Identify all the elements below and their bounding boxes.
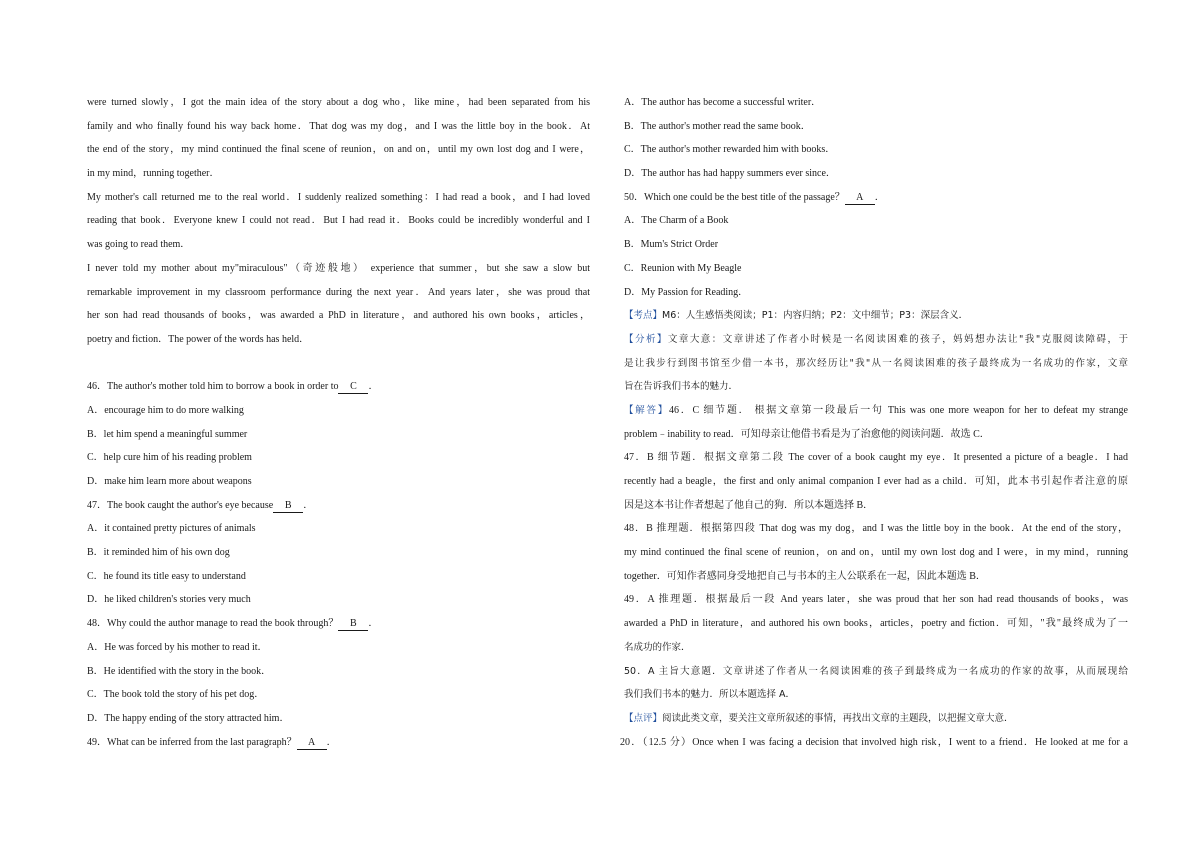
passage-line: the end of the story，my mind continued the final scene of reunion，on and on，until my own lost dog and I were，: [87, 144, 590, 156]
option: C．Reunion with My Beagle: [624, 262, 742, 274]
right-column: [620, 91, 1128, 754]
answer-blank: A: [297, 737, 327, 750]
passage-line: was going to read them．: [87, 239, 191, 251]
jieda-line: my mind continued the final scene of reunion，on and on，until my own lost dog and I were，in my mind，running: [624, 547, 1128, 559]
jieda-line: 50．A 主旨大意题．文章讲述了作者从一名阅读困难的孩子到最终成为一名成功的作家的故事，从而展现给: [624, 665, 1128, 677]
question-49-stem: 49．What can be inferred from the last paragraph？ A ．: [87, 736, 337, 748]
fenxi-tag: 【分析】: [624, 333, 668, 345]
answer-blank: B: [338, 618, 368, 631]
fenxi-line: 旨在告诉我们书本的魅力．: [624, 381, 739, 393]
option: A．He was forced by his mother to read it．: [87, 641, 268, 653]
option: A．The author has become a successful writer．: [624, 97, 822, 108]
jieda-line: together．可知作者感同身受地把自己与书本的主人公联系在一起，因此本题选 B．: [624, 570, 986, 582]
jieda-line: 47．B 细节题．根据文章第二段 The cover of a book caught my eye．It presented a picture of a beagle．I had: [624, 452, 1128, 464]
option: D．The author has had happy summers ever since．: [624, 168, 836, 180]
left-column: [87, 91, 590, 754]
answer-blank: B: [273, 500, 303, 513]
option: B．The author's mother read the same book．: [624, 120, 811, 132]
passage-line: in my mind，running together．: [87, 168, 220, 180]
kaodian-tag: 【考点】: [624, 310, 663, 322]
passage-line: My mother's call returned me to the real world．I suddenly realized something：I had read a book，and I had loved: [87, 191, 590, 203]
jieda-line: 因是这本书让作者想起了他自己的狗．所以本题选择 B．: [624, 499, 874, 511]
option: D．make him learn more about weapons: [87, 476, 252, 487]
option: D．he liked children's stories very much: [87, 594, 251, 606]
option: C．The author's mother rewarded him with books．: [624, 144, 836, 156]
kaodian-line: 【考点】M6：人生感悟类阅读；P1：内容归纳；P2：文中细节；P3：深层含义．: [624, 310, 969, 322]
answer-blank: A: [845, 192, 875, 205]
option: B．it reminded him of his own dog: [87, 547, 230, 559]
passage-line: were turned slowly，I got the main idea of the story about a dog who，like mine，had been separated from his: [87, 97, 590, 108]
question-48-stem: 48．Why could the author manage to read the book through？ B ．: [87, 618, 379, 630]
option: A．The Charm of a Book: [624, 215, 729, 227]
jieda-line: awarded a PhD in literature，and authored his own books，articles，poetry and fiction．可知，"我"最终成为了一: [624, 618, 1128, 630]
option: C．he found its title easy to understand: [87, 570, 246, 582]
dianping-tag: 【点评】: [624, 712, 663, 724]
jieda-line: 48．B 推理题．根据第四段 That dog was my dog，and I was the little boy in the book．At the end of the story，: [624, 523, 1128, 535]
question-46-stem: 46．The author's mother told him to borrow a book in order to C ．: [87, 381, 379, 393]
option: D．My Passion for Reading．: [624, 286, 749, 298]
jieda-line: 我们我们书本的魅力．所以本题选择 A．: [624, 689, 796, 701]
question-50-stem: 50．Which one could be the best title of the passage？ A ．: [624, 191, 885, 203]
jieda-line: 名成功的作家．: [624, 641, 691, 653]
passage-line: remarkable improvement in my classroom performance during the next year．And years later，she was proud that: [87, 286, 590, 298]
jieda-line: problem﹣inability to read．可知母亲让他借书看是为了治愈他的阅读问题．故选 C．: [624, 428, 990, 440]
passage-line: poetry and fiction．The power of the words has held．: [87, 333, 310, 345]
passage-line: I never told my mother about my"miraculous"（奇迹般地） experience that summer，but she saw a slow but: [87, 262, 590, 274]
dianping-line: 【点评】阅读此类文章，要关注文章所叙述的事情，再找出文章的主题段，以把握文章大意．: [624, 712, 1014, 724]
option: A．it contained pretty pictures of animals: [87, 523, 256, 535]
passage-line: family and who finally found his way back home．That dog was my dog，and I was the little boy in the book．At: [87, 120, 590, 132]
option: B．let him spend a meaningful summer: [87, 428, 248, 440]
answer-blank: C: [338, 381, 368, 394]
jieda-line: 49．A 推理题．根据最后一段 And years later，she was proud that her son had read thousands of books，was: [624, 594, 1128, 606]
option: A．encourage him to do more walking: [87, 404, 244, 416]
option: C．The book told the story of his pet dog．: [87, 689, 265, 701]
option: D．The happy ending of the story attracted him．: [87, 712, 290, 724]
option: B．Mum's Strict Order: [624, 239, 719, 251]
question-47-stem: 47．The book caught the author's eye because B ．: [87, 499, 314, 511]
option: C．help cure him of his reading problem: [87, 452, 252, 464]
passage-line: reading that book．Everyone knew I could not read．But I had read it．Books could be incredibly wonderful and I: [87, 215, 590, 227]
jieda-line: 【解答】46．C 细节题． 根据文章第一段最后一句 This was one more weapon for her to defeat my strange: [624, 404, 1128, 416]
fenxi-line: 【分析】文章大意：文章讲述了作者小时候是一名阅读困难的孩子，妈妈想办法让"我"克服阅读障碍，于: [624, 333, 1128, 345]
passage-line: her son had read thousands of books，was awarded a PhD in literature，and authored his own books，articles，: [87, 310, 590, 322]
question-20-stem: 20．（12.5 分）Once when I was facing a decision that involved high risk，I went to a friend．He looked at me for a: [620, 736, 1128, 748]
jieda-line: recently had a beagle，the first and only animal companion I ever had as a child．可知，此本书引起作者注意的原: [624, 476, 1128, 487]
option: B．He identified with the story in the book．: [87, 665, 272, 677]
jieda-tag: 【解答】: [624, 404, 669, 416]
fenxi-line: 是让我步行到图书馆至少借一本书，那次经历让"我"从一名阅读困难的孩子最终成为一名成功的作家，文章: [624, 357, 1128, 369]
